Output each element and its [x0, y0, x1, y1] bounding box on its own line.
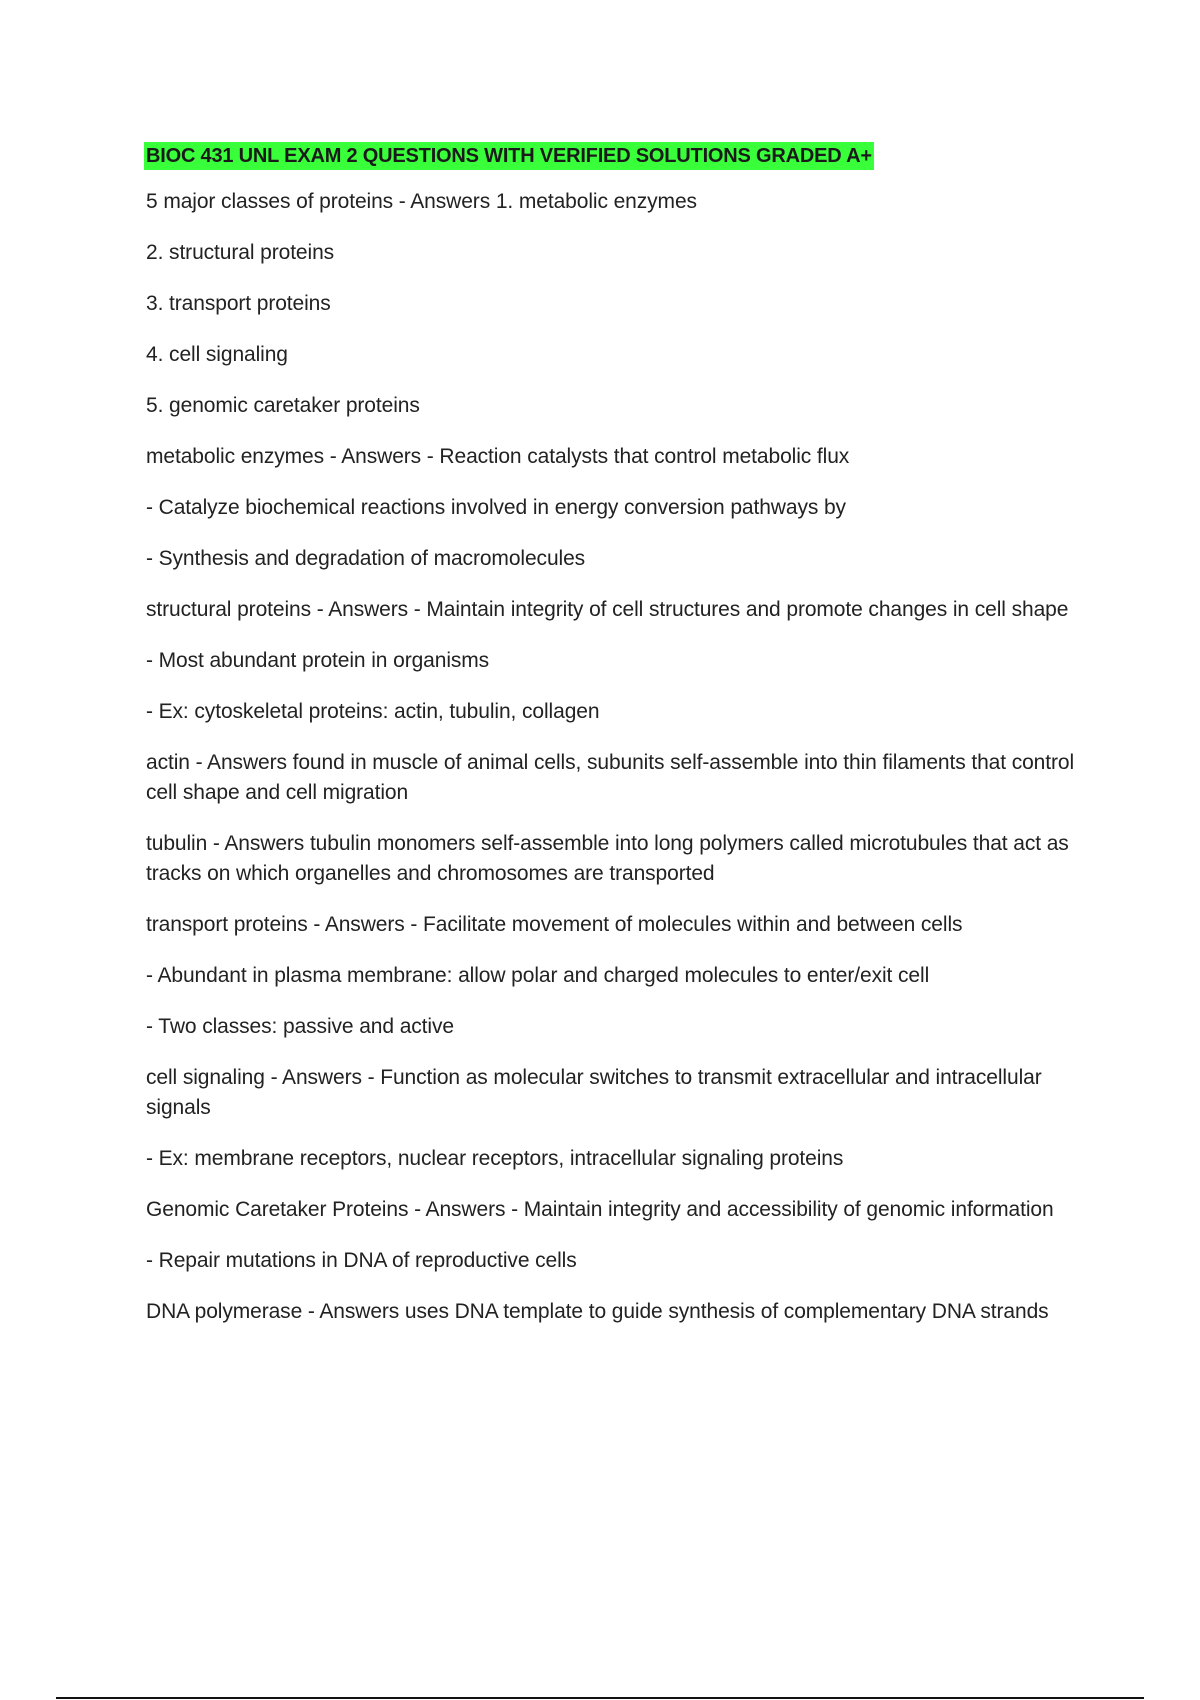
- paragraph: structural proteins - Answers - Maintain integrity of cell structures and promote changes in cell shape: [146, 598, 1069, 621]
- paragraph: cell signaling - Answers - Function as molecular switches to transmit extracellular and intracellular signals: [146, 1066, 1042, 1119]
- document-title: BIOC 431 UNL EXAM 2 QUESTIONS WITH VERIFIED SOLUTIONS GRADED A+: [144, 142, 874, 170]
- paragraph: 4. cell signaling: [146, 343, 288, 366]
- paragraph: 5. genomic caretaker proteins: [146, 394, 420, 417]
- paragraph: 2. structural proteins: [146, 241, 335, 264]
- paragraph: 3. transport proteins: [146, 292, 331, 315]
- paragraph: - Synthesis and degradation of macromolecules: [146, 547, 586, 570]
- footer-divider: [56, 1697, 1144, 1699]
- paragraph-list: [146, 187, 1096, 1327]
- document-body: [146, 142, 1096, 1348]
- paragraph: - Ex: cytoskeletal proteins: actin, tubulin, collagen: [146, 700, 600, 723]
- paragraph: actin - Answers found in muscle of animal cells, subunits self-assemble into thin filaments that control cell shape and cell migration: [146, 751, 1075, 804]
- paragraph: - Ex: membrane receptors, nuclear receptors, intracellular signaling proteins: [146, 1147, 844, 1170]
- paragraph: - Repair mutations in DNA of reproductive cells: [146, 1249, 577, 1272]
- paragraph: Genomic Caretaker Proteins - Answers - Maintain integrity and accessibility of genomic information: [146, 1198, 1054, 1221]
- paragraph: tubulin - Answers tubulin monomers self-assemble into long polymers called microtubules that act as tracks on which organelles and chromosomes are transported: [146, 832, 1069, 885]
- paragraph: transport proteins - Answers - Facilitate movement of molecules within and between cells: [146, 913, 963, 936]
- paragraph: metabolic enzymes - Answers - Reaction catalysts that control metabolic flux: [146, 445, 850, 468]
- title-row: [146, 142, 1096, 170]
- paragraph: - Abundant in plasma membrane: allow polar and charged molecules to enter/exit cell: [146, 964, 930, 987]
- paragraph: - Most abundant protein in organisms: [146, 649, 490, 672]
- paragraph: - Two classes: passive and active: [146, 1015, 454, 1038]
- paragraph: - Catalyze biochemical reactions involved in energy conversion pathways by: [146, 496, 846, 519]
- paragraph: DNA polymerase - Answers uses DNA template to guide synthesis of complementary DNA strands: [146, 1300, 1049, 1323]
- paragraph: 5 major classes of proteins - Answers 1. metabolic enzymes: [146, 190, 697, 213]
